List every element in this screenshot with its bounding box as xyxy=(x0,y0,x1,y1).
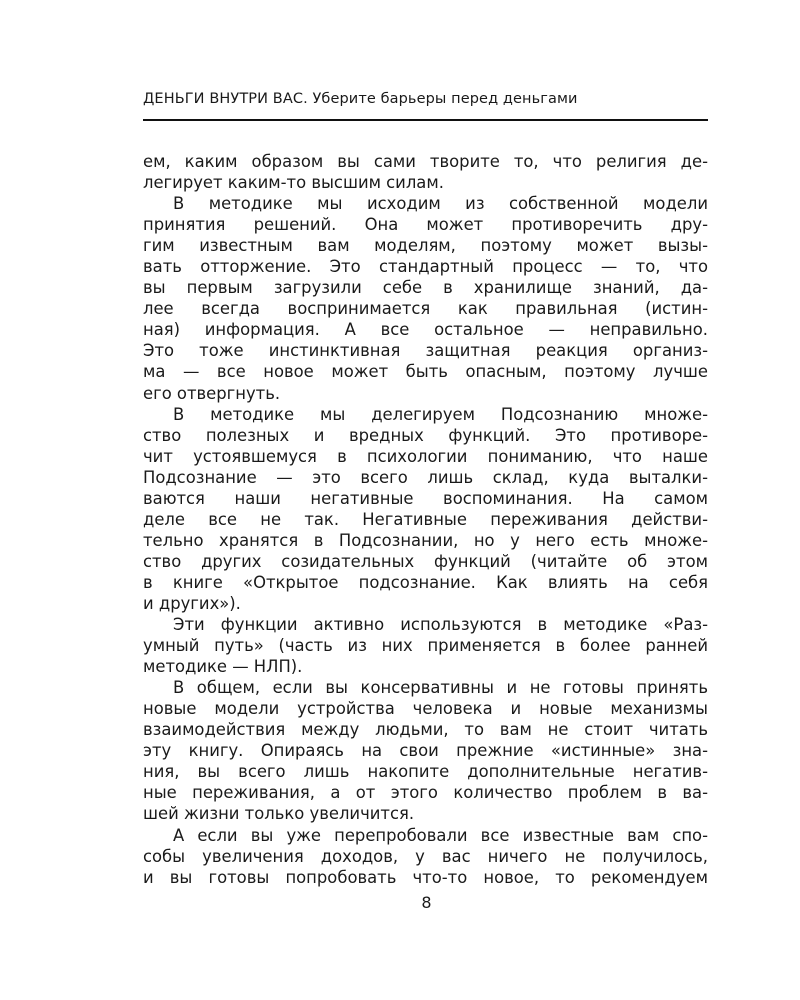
text-line: эту книгу. Опираясь на свои прежние «истинные» зна- xyxy=(143,741,708,761)
text-line: его отвергнуть. xyxy=(143,383,281,403)
text-line: собы увеличения доходов, у вас ничего не получилось, xyxy=(143,846,708,866)
text-line: в книге «Открытое подсознание. Как влиять на себя xyxy=(143,572,708,592)
text-line: Подсознание — это всего лишь склад, куда выталки- xyxy=(143,467,708,487)
running-title: ДЕНЬГИ ВНУТРИ ВАС. Уберите барьеры перед деньгами xyxy=(143,91,578,107)
text-line: деле все не так. Негативные переживания действи- xyxy=(143,509,708,529)
text-line: В методике мы исходим из собственной модели xyxy=(173,194,708,214)
text-line: легирует каким-то высшим силам. xyxy=(143,173,444,193)
text-line: ство полезных и вредных функций. Это противоре- xyxy=(143,425,708,445)
page-number: 8 xyxy=(421,893,432,912)
text-line: лее всегда воспринимается как правильная (истин- xyxy=(143,299,708,319)
text-line: ма — все новое может быть опасным, поэтому лучше xyxy=(143,362,708,382)
text-line: В общем, если вы консервативны и не готовы принять xyxy=(173,678,708,698)
text-line: В методике мы делегируем Подсознанию множе- xyxy=(173,404,708,424)
text-line: ния, вы всего лишь накопите дополнительные негатив- xyxy=(143,762,708,782)
text-line: ваются наши негативные воспоминания. На самом xyxy=(143,488,708,508)
text-line: чит устоявшемуся в психологии пониманию, что наше xyxy=(143,446,708,466)
text-line: ная) информация. А все остальное — неправильно. xyxy=(143,320,708,340)
text-line: ные переживания, а от этого количество проблем в ва- xyxy=(143,783,708,803)
body-text xyxy=(143,151,708,888)
text-line: ство других созидательных функций (читайте об этом xyxy=(143,551,708,571)
text-line: и других»). xyxy=(143,593,241,613)
header-rule xyxy=(143,119,708,121)
text-line: вать отторжение. Это стандартный процесс — то, что xyxy=(143,257,708,277)
text-line: умный путь» (часть из них применяется в более ранней xyxy=(143,636,708,656)
text-line: А если вы уже перепробовали все известные вам спо- xyxy=(173,825,708,845)
text-line: Это тоже инстинктивная защитная реакция организ- xyxy=(143,341,708,361)
text-line: и вы готовы попробовать что-то новое, то рекомендуем xyxy=(143,867,708,887)
text-line: шей жизни только увеличится. xyxy=(143,804,415,824)
text-line: гим известным вам моделям, поэтому может вызы- xyxy=(143,236,708,256)
text-line: новые модели устройства человека и новые механизмы xyxy=(143,699,708,719)
text-line: методике — НЛП). xyxy=(143,657,303,677)
text-line: принятия решений. Она может противоречить дру- xyxy=(143,215,708,235)
text-line: тельно хранятся в Подсознании, но у него есть множе- xyxy=(143,530,708,550)
text-line: взаимодействия между людьми, то вам не стоит читать xyxy=(143,720,708,740)
text-line: Эти функции активно используются в методике «Раз- xyxy=(173,615,708,635)
text-line: вы первым загрузили себе в хранилище знаний, да- xyxy=(143,278,708,298)
text-line: ем, каким образом вы сами творите то, что религия де- xyxy=(143,152,708,171)
